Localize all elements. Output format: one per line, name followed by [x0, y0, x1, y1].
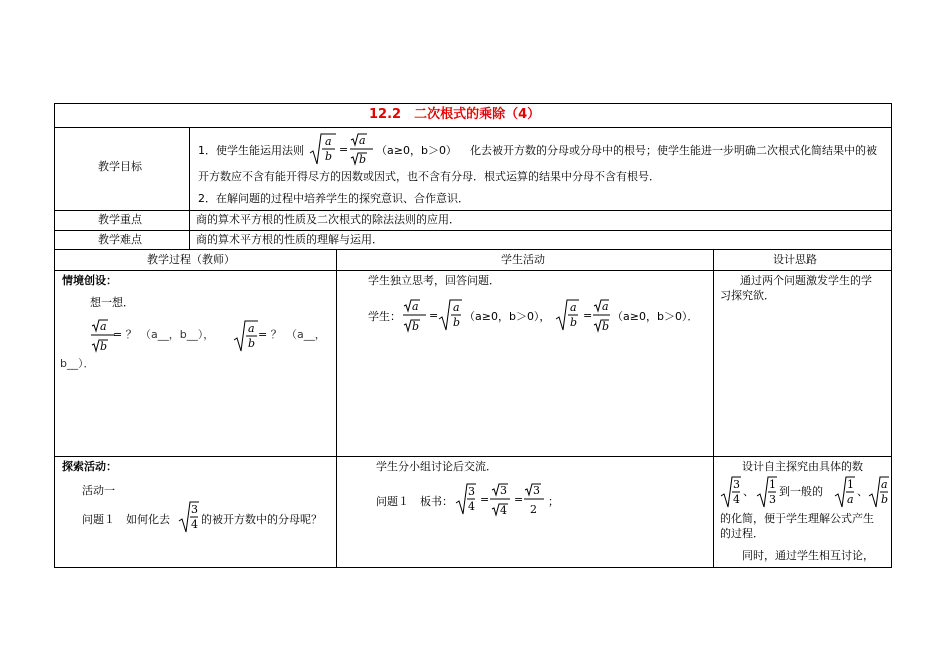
svg-text:=: =: [480, 493, 490, 506]
svg-text:4: 4: [191, 518, 198, 531]
section2-question-suffix: 的被开方数中的分母呢？: [201, 513, 322, 526]
svg-text:3: 3: [533, 484, 540, 497]
svg-text:a: a: [847, 493, 854, 506]
col-divider: [336, 249, 337, 568]
table-border-right: [891, 103, 892, 568]
svg-text:a: a: [100, 320, 107, 333]
col-divider: [713, 249, 714, 568]
quotient-rule-formula: [308, 131, 374, 167]
table-border-top: [54, 103, 892, 104]
section1-design-line1: 通过两个问题激发学生的学: [740, 274, 872, 287]
svg-text:b: b: [359, 153, 367, 166]
section2-design-line3: 的化简，便于学生理解公式产生: [720, 512, 874, 525]
row-divider: [54, 270, 892, 271]
svg-text:a: a: [248, 322, 255, 335]
svg-text:3: 3: [468, 485, 475, 498]
board-formula: [454, 481, 554, 521]
row-divider: [54, 210, 892, 211]
svg-text:b: b: [453, 316, 461, 329]
condition-blank-3: b__）．: [60, 357, 95, 370]
svg-text:3: 3: [733, 478, 740, 491]
header-student: 学生活动: [501, 253, 545, 266]
section1-think: 想一想．: [90, 296, 134, 309]
key-point-text: 商的算术平方根的性质及二次根式的除法法则的应用．: [196, 213, 460, 226]
objectives-line1-prefix: 1．使学生能运用法则: [198, 144, 304, 157]
section2-heading: 探索活动：: [62, 460, 117, 473]
page-title: 12.2 二次根式的乘除（4）: [369, 107, 541, 122]
svg-text:b: b: [881, 493, 889, 506]
svg-text:a: a: [881, 478, 888, 491]
student-formula-1: [402, 297, 462, 335]
svg-text:3: 3: [769, 493, 776, 506]
svg-text:3: 3: [191, 503, 198, 516]
equals-question-2: = ？: [258, 328, 282, 341]
design-to-general: 到一般的: [779, 485, 823, 498]
section2-student-line1: 学生分小组讨论后交流．: [376, 460, 497, 473]
svg-text:a: a: [570, 301, 577, 314]
svg-text:=: =: [514, 493, 524, 506]
objectives-condition: （a≥0，b＞0）: [376, 144, 457, 157]
section1-heading: 情境创设：: [62, 274, 117, 287]
design-sqrt-1-over-3: [755, 474, 777, 510]
row-divider: [54, 456, 892, 457]
svg-text:4: 4: [468, 500, 475, 513]
svg-text:4: 4: [500, 504, 507, 517]
formula-sqrt-a-over-b: [232, 318, 258, 354]
svg-text:3: 3: [500, 484, 507, 497]
design-sqrt-a-over-b: [867, 474, 889, 510]
equals-question-1: = ？: [113, 328, 137, 341]
section2-question-prefix: 问题１ 如何化去: [82, 513, 170, 526]
student-formula-2: [554, 297, 610, 335]
row-divider: [54, 249, 892, 250]
section1-student-label: 学生：: [368, 310, 401, 323]
svg-text:a: a: [325, 135, 332, 148]
svg-text:=: =: [429, 309, 439, 322]
section2-activity: 活动一: [82, 484, 115, 497]
condition-blank-2: （a__，: [286, 328, 326, 341]
svg-text:b: b: [602, 320, 610, 333]
svg-text:1: 1: [847, 478, 854, 491]
objectives-line2: 开方数应不含有能开得尽方的因数或因式，也不含有分母．根式运算的结果中分母不含有根号．: [198, 170, 660, 183]
difficulty-label: 教学难点: [98, 233, 142, 246]
formula-sqrt-3-over-4: [177, 499, 199, 535]
design-sep-2: 、: [857, 485, 868, 498]
key-point-label: 教学重点: [98, 213, 142, 226]
section2-design-line1: 设计自主探究由具体的数: [742, 460, 863, 473]
design-sqrt-3-over-4: [719, 474, 741, 510]
svg-text:=: =: [583, 309, 593, 322]
section2-board-prefix: 问题１ 板书：: [376, 495, 453, 508]
design-sep-1: 、: [743, 485, 754, 498]
objectives-line3: 2．在解问题的过程中培养学生的探究意识、合作意识．: [198, 192, 469, 205]
svg-text:1: 1: [769, 478, 776, 491]
condition-blank-1: （a__，b__），: [140, 328, 215, 341]
header-process: 教学过程（教师）: [147, 253, 235, 266]
svg-text:b: b: [325, 150, 333, 163]
student-condition-1: （a≥0，b＞0），: [464, 310, 551, 323]
col-divider: [189, 127, 190, 250]
student-condition-2: （a≥0，b＞0）．: [612, 310, 699, 323]
table-border-left: [54, 103, 55, 568]
difficulty-text: 商的算术平方根的性质的理解与运用．: [196, 233, 383, 246]
objectives-label: 教学目标: [98, 160, 142, 173]
svg-text:2: 2: [530, 503, 537, 516]
svg-text:a: a: [453, 301, 460, 314]
board-end: ；: [548, 495, 559, 508]
section1-student-line1: 学生独立思考，回答问题．: [368, 274, 500, 287]
svg-text:4: 4: [733, 493, 740, 506]
svg-text:a: a: [602, 300, 609, 313]
section2-design-line4: 的过程．: [720, 527, 764, 540]
design-sqrt-1-over-a: [833, 474, 855, 510]
table-border-bottom: [54, 567, 892, 568]
row-divider: [54, 127, 892, 128]
row-divider: [54, 230, 892, 231]
section2-design-line5: 同时，通过学生相互讨论，: [742, 549, 874, 562]
svg-text:b: b: [100, 340, 108, 353]
svg-text:a: a: [412, 300, 419, 313]
svg-text:b: b: [570, 316, 578, 329]
svg-text:=: =: [339, 143, 349, 156]
svg-text:b: b: [412, 320, 420, 333]
header-design: 设计思路: [773, 253, 817, 266]
svg-text:a: a: [359, 134, 366, 147]
svg-text:b: b: [248, 337, 256, 350]
section1-design-line2: 习探究欲．: [720, 289, 775, 302]
objectives-line1-suffix: 化去被开方数的分母或分母中的根号；使学生能进一步明确二次根式化简结果中的被: [470, 144, 877, 157]
